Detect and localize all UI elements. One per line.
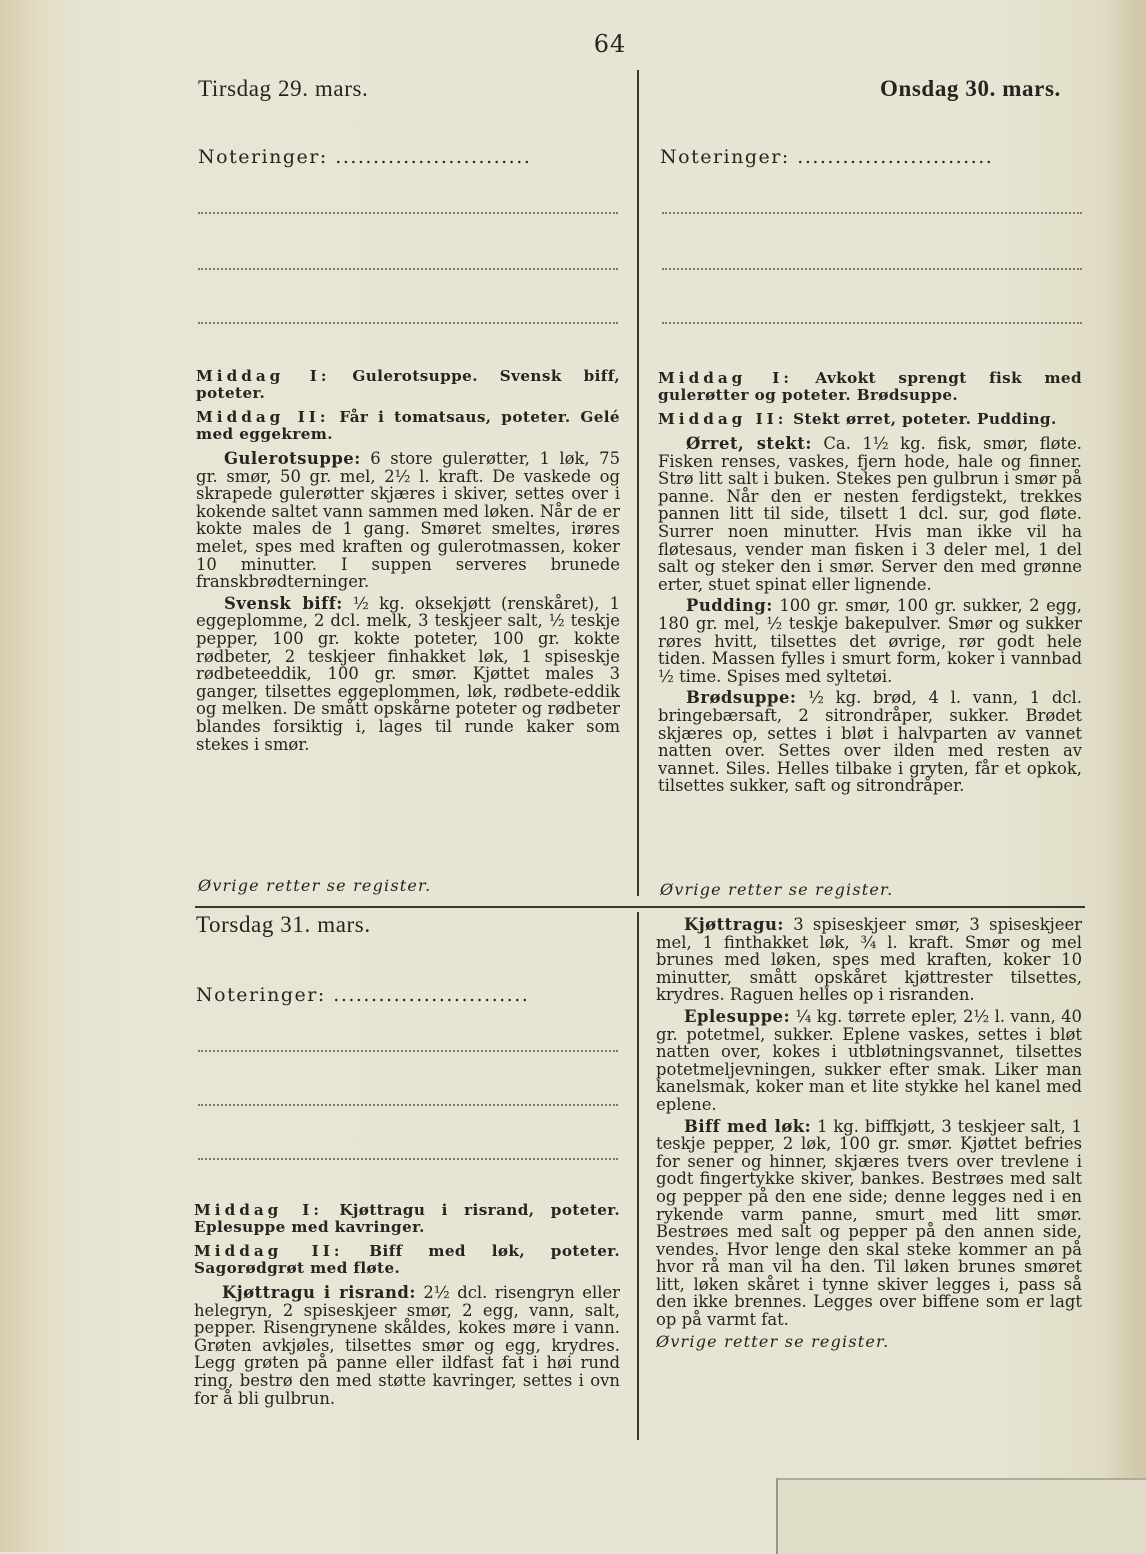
notes-label: Noteringer: .......................... xyxy=(198,146,532,168)
notes-line xyxy=(198,1158,618,1160)
notes-line xyxy=(198,1050,618,1052)
next-page-edge xyxy=(776,1478,1146,1554)
recipe-kjottragu-i-risrand: Kjøttragu i risrand: 2½ dcl. risengryn eller helegryn, 2 spiseskjeer smør, 2 egg, vann, salt, pepper. Risengrynene skåldes, kokes møre i vann. Grøten avkjøles, tilsettes smør og egg, krydres. Legg grøten på panne eller ildfast fat i høi rund ring, bestrø den med støtte kavringer, settes i ovn for å bli gulbrun. xyxy=(194,1283,620,1408)
page-left-edge xyxy=(0,0,70,1552)
notes-wednesday xyxy=(660,146,1082,168)
recipe-gulerotsuppe: Gulerotsuppe: 6 store gulerøtter, 1 løk, 75 gr. smør, 50 gr. mel, 2½ l. kraft. De vaskede og skrapede gulerøtter skjæres i skiver, settes over i kokende saltet vann sammen med løken. Når de er kokte males de 1 gang. Smøret smeltes, irøres melet, spes med kraften og gulerotmassen, koker 10 minutter. I suppen serveres brunede franskbrødterninger. xyxy=(196,449,620,592)
other-dishes-note: Øvrige retter se register. xyxy=(660,880,894,899)
day-title-tuesday: Tirsdag 29. mars. xyxy=(198,76,369,101)
notes-line xyxy=(198,1104,618,1106)
day-title-thursday: Torsdag 31. mars. xyxy=(196,912,371,937)
dinner-menu-1: Middag I: Gulerotsuppe. Svensk biff, poteter. xyxy=(196,367,621,402)
recipe-biff-med-lok: Biff med løk: 1 kg. biffkjøtt, 3 teskjeer salt, 1 teskje pepper, 2 løk, 100 gr. smør. Kjøttet befries for sener og hinner, skjæres tvers over trevlene i godt fingertykke skiver, bankes. Bestrøes med salt og pepper på den ene side; denne legges ned i en rykende varm panne, smurt med litt smør. Bestrøes med salt og pepper på den annen side, vendes. Hvor lenge den skal steke kommer an på hvor rå man vil ha den. Til løken brunes smøret litt, løken skåret i tynne skiver legges i, pass så den ikke brennes. Legges over biffene som er lagt op på varmt fat. xyxy=(656,1116,1082,1330)
dinner-menu-1: Middag I: Kjøttragu i risrand, poteter. Eplesuppe med kavringer. xyxy=(194,1201,621,1236)
page-number: 64 xyxy=(593,30,627,58)
notes-label: Noteringer: .......................... xyxy=(660,146,994,168)
other-dishes-note: Øvrige retter se register. xyxy=(656,1331,890,1351)
recipe-kjottragu: Kjøttragu: 3 spiseskjeer smør, 3 spiseskjeer mel, 1 finthakket løk, ¾ l. kraft. Smør og mel brunes med løken, spes med kraften, koker 10 minutter, smått opskåret kjøttrester tilsettes, krydres. Raguen helles op i risranden. xyxy=(656,915,1082,1005)
notes-line xyxy=(198,212,618,214)
dinner-menu-2: Middag II: Stekt ørret, poteter. Pudding. xyxy=(658,410,1057,428)
column-divider xyxy=(637,70,639,896)
notes-line xyxy=(662,322,1082,324)
recipe-svensk-biff: Svensk biff: ½ kg. oksekjøtt (renskåret), 1 eggeplomme, 2 dcl. melk, 3 teskjeer salt, ½ teskje pepper, 100 gr. kokte poteter, 100 gr. kokte rødbeter, 2 teskjeer finhakket løk, 1 spiseskje rødbeteeddik, 100 gr. smør. Kjøttet males 3 ganger, tilsettes eggeplommen, løk, rødbete-eddik og melken. De smått opskårne poteter og rødbeter blandes forsiktig i, lages til runde kaker som stekes i smør. xyxy=(196,593,620,754)
column-thursday-left xyxy=(194,1202,620,1411)
recipe-pudding: Pudding: 100 gr. smør, 100 gr. sukker, 2 egg, 180 gr. mel, ½ teskje bakepulver. Smør og sukker røres hvitt, tilsettes det øvrige, rør godt hele tiden. Massen fylles i smurt form, koker i vannbad ½ time. Spises med syltetøi. xyxy=(658,596,1082,686)
column-divider xyxy=(637,912,639,1440)
column-wednesday xyxy=(658,370,1082,799)
other-dishes-note: Øvrige retter se register. xyxy=(198,876,432,895)
dinner-menu-1: Middag I: Avkokt sprengt fisk med gulerøtter og poteter. Brødsuppe. xyxy=(658,369,1082,404)
column-tuesday xyxy=(196,368,620,757)
notes-line xyxy=(198,268,618,270)
notes-line xyxy=(198,322,618,324)
notes-label: Noteringer: .......................... xyxy=(196,984,530,1006)
recipe-brodsuppe: Brødsuppe: ½ kg. brød, 4 l. vann, 1 dcl. bringebærsaft, 2 sitrondråper, sukker. Brødet skjæres op, settes i bløt i halvparten av vannet natten over. Settes over ilden med resten av vannet. Siles. Helles tilbake i gryten, får et opkok, tilsettes sukker, saft og sitrondråper. xyxy=(658,688,1082,796)
dinner-menu-2: Middag II: Biff med løk, poteter. Sagorødgrøt med fløte. xyxy=(194,1242,621,1277)
day-title-wednesday: Onsdag 30. mars. xyxy=(880,76,1061,101)
column-thursday-right xyxy=(656,916,1082,1350)
section-divider xyxy=(195,906,1085,908)
notes-thursday xyxy=(196,984,618,1006)
recipe-eplesuppe: Eplesuppe: ¼ kg. tørrete epler, 2½ l. vann, 40 gr. potetmel, sukker. Eplene vaskes, settes i bløt natten over, kokes i utbløtningsvannet, tilsettes potetmeljevningen, sukker efter smak. Liker man kanelsmak, koker man et lite stykke hel kanel med eplene. xyxy=(656,1006,1082,1114)
notes-line xyxy=(662,268,1082,270)
dinner-menu-2: Middag II: Får i tomatsaus, poteter. Gelé med eggekrem. xyxy=(196,408,620,443)
notes-line xyxy=(662,212,1082,214)
recipe-orret-stekt: Ørret, stekt: Ca. 1½ kg. fisk, smør, fløte. Fisken renses, vaskes, fjern hode, hale og finner. Strø litt salt i buken. Stekes pen gulbrun i smør på panne. Når den er nesten ferdigstekt, trekkes pannen litt til side, tilsett 1 dcl. sur, god fløte. Surrer noen minutter. Hvis man ikke vil ha fløtesaus, vender man fisken i 3 deler mel, 1 del salt og steker den i smør. Server den med grønne erter, stuet spinat eller lignende. xyxy=(658,434,1083,594)
notes-tuesday xyxy=(198,146,620,168)
page-right-edge xyxy=(1108,0,1146,1552)
